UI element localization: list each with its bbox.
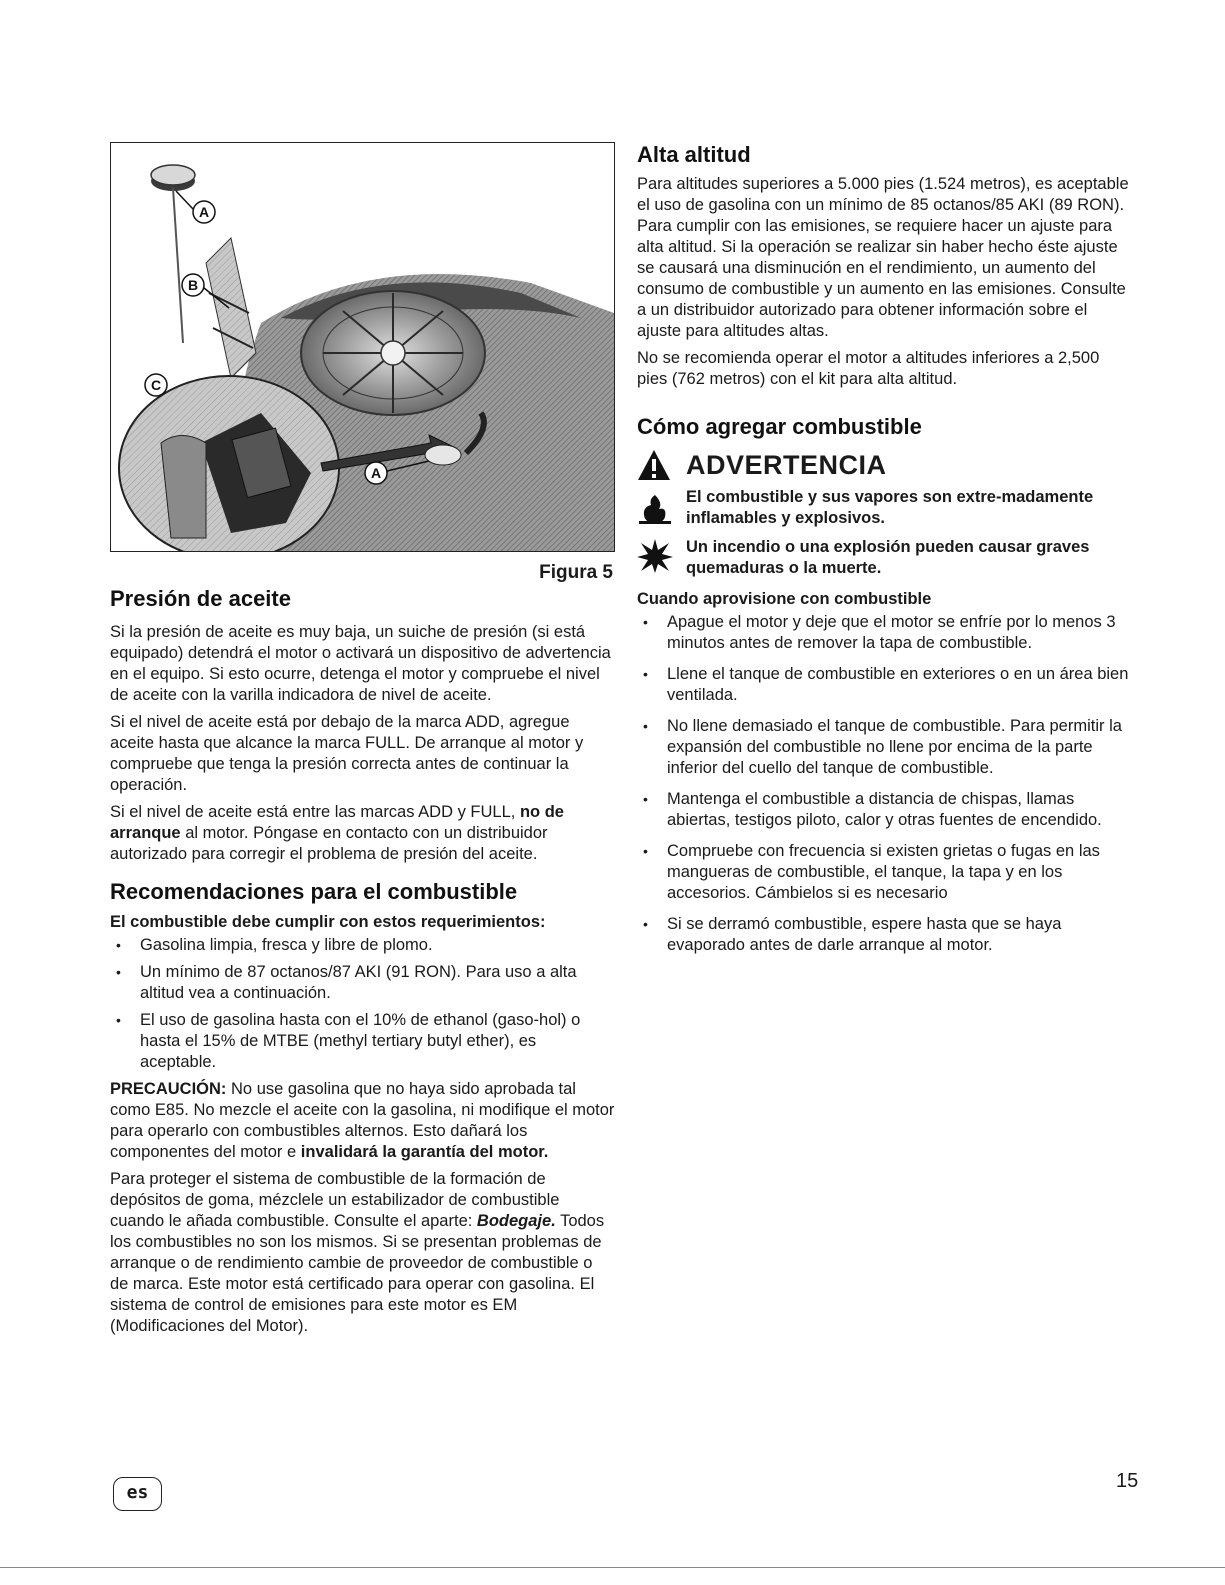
page-number: 15 bbox=[1116, 1470, 1139, 1492]
presion-p3-emphasis: no de arranque bbox=[110, 803, 564, 843]
section-title-presion: Presión de aceite bbox=[110, 586, 291, 611]
list-item: • Gasolina limpia, fresca y libre de plomo. bbox=[110, 935, 615, 956]
presion-paragraph-2: Si el nivel de aceite está por debajo de la marca ADD, agregue aceite hasta que alcance la marca FULL. De arranque al motor y compruebe que tenga la presión correcta antes de continuar la operación. bbox=[110, 713, 584, 795]
section-title-recomendaciones: Recomendaciones para el combustible bbox=[110, 879, 518, 905]
section-title-alta-altitud: Alta altitud bbox=[637, 142, 751, 167]
alta-paragraph-2: No se recomienda operar el motor a altitudes inferiores a 2,500 pies (762 metros) con el kit para alta altitud. bbox=[637, 349, 1100, 389]
recomendaciones-list bbox=[110, 935, 615, 1073]
alta-paragraph-1: Para altitudes superiores a 5.000 pies (1.524 metros), es aceptable el uso de gasolina con un mínimo de 85 octanos/85 AKI (89 RON). Para cumplir con las emisiones, se requiere hacer un ajuste para alta altitud. Si la operación se realizar sin haber hecho éste ajuste se causará una disminución en el rendimiento, un aumento del consumo de combustible y un aumento en las emisiones. Consulte a un distribuidor autorizado para obtener información sobre el ajuste para altitudes altas. bbox=[637, 175, 1129, 341]
warning-box bbox=[637, 449, 1129, 579]
warning-title: ADVERTENCIA bbox=[686, 449, 887, 480]
list-item: • Si se derramó combustible, espere hasta que se haya evaporado antes de darle arranque al motor. bbox=[637, 914, 1129, 956]
bodegaje-reference: Bodegaje. bbox=[476, 1211, 556, 1230]
presion-paragraph-1: Si la presión de aceite es muy baja, un suiche de presión (si está equipado) detendrá el motor o activará un dispositivo de advertencia en el equipo. Si esto ocurre, detenga el motor y compruebe el nivel de aceite con la varilla indicadora de nivel de aceite. bbox=[110, 623, 611, 705]
list-item: • El uso de gasolina hasta con el 10% de ethanol (gaso-hol) o hasta el 15% de MTBE (methyl tertiary butyl ether), es aceptable. bbox=[110, 1010, 615, 1073]
callout-a-top-label: A bbox=[198, 204, 210, 220]
explosion-icon bbox=[637, 539, 673, 573]
language-badge: es bbox=[113, 1477, 162, 1511]
list-item: • No llene demasiado el tanque de combustible. Para permitir la expansión del combustible no llene por encima de la parte inferior del cuello del tanque de combustible. bbox=[637, 716, 1129, 779]
estabilizador-text: Para proteger el sistema de combustible de la formación de depósitos de goma, mézclele un estabilizador de combustible cuando le añada combustible. Consulte el aparte: bbox=[110, 1169, 560, 1230]
como-lead: Cuando aprovisione con combustible bbox=[637, 589, 932, 608]
presion-p3-rest: al motor. Póngase en contacto con un distribuidor autorizado para corregir el problema de presión del aceite. bbox=[110, 824, 548, 864]
list-item: • Compruebe con frecuencia si existen grietas o fugas en las mangueras de combustible, el tanque, la tapa y en los accesorios. Cámbielos si es necesario bbox=[637, 841, 1129, 904]
callout-b-label: B bbox=[187, 277, 199, 293]
list-item: • Apague el motor y deje que el motor se enfríe por lo menos 3 minutos antes de remover la tapa de combustible. bbox=[637, 612, 1129, 654]
recomendaciones-lead: El combustible debe cumplir con estos requerimientos: bbox=[110, 912, 546, 931]
flammable-icon bbox=[637, 493, 673, 525]
warning-explosion-text: Un incendio o una explosión pueden causar graves quemaduras o la muerte. bbox=[686, 537, 1090, 577]
warning-triangle-icon bbox=[637, 449, 671, 481]
estabilizador-paragraph bbox=[110, 1169, 615, 1337]
precaucion-emphasis: invalidará la garantía del motor. bbox=[300, 1142, 549, 1161]
figure-caption: Figura 5 bbox=[539, 562, 613, 583]
list-item: • Un mínimo de 87 octanos/87 AKI (91 RON). Para uso a alta altitud vea a continuación. bbox=[110, 962, 615, 1004]
left-column bbox=[110, 142, 615, 1343]
right-column bbox=[637, 142, 1129, 966]
presion-paragraph-3 bbox=[110, 802, 615, 865]
page-bottom-divider bbox=[0, 1567, 1225, 1568]
list-item: • Llene el tanque de combustible en exteriores o en un área bien ventilada. bbox=[637, 664, 1129, 706]
warning-flammable-text: El combustible y sus vapores son extre-madamente inflamables y explosivos. bbox=[686, 487, 1094, 527]
callout-c-label: C bbox=[150, 377, 162, 393]
como-list bbox=[637, 612, 1129, 956]
precaucion-paragraph bbox=[110, 1079, 615, 1163]
engine-illustration bbox=[111, 143, 614, 551]
precaucion-label: PRECAUCIÓN: bbox=[110, 1079, 227, 1098]
presion-p3-intro: Si el nivel de aceite está entre las marcas ADD y FULL, bbox=[110, 803, 516, 822]
list-item: • Mantenga el combustible a distancia de chispas, llamas abiertas, testigos piloto, calor y otras fuentes de encendido. bbox=[637, 789, 1129, 831]
section-title-como-agregar: Cómo agregar combustible bbox=[637, 414, 922, 440]
estabilizador-rest: Todos los combustibles no son los mismos. Si se presentan problemas de arranque o de rendimiento cambie de proveedor de combustible o de marca. Este motor está certificado para operar con gasolina. El sistema de control de emisiones para este motor es EM (Modificaciones del Motor). bbox=[110, 1211, 605, 1335]
callout-a-bottom-label: A bbox=[370, 465, 382, 481]
engine-figure bbox=[110, 142, 615, 552]
precaucion-text: No use gasolina que no haya sido aprobada tal como E85. No mezcle el aceite con la gasolina, ni modifique el motor para operarlo con combustibles alternos. Esto dañará los componentes del motor e bbox=[110, 1079, 615, 1161]
